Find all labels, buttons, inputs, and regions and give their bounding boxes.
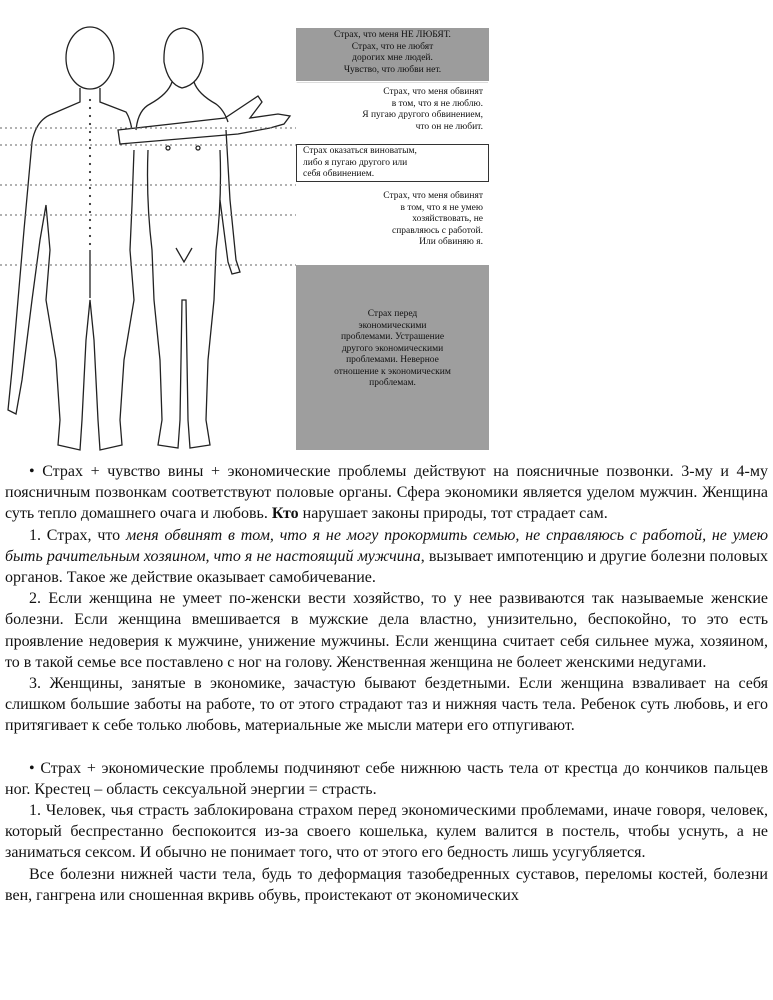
fear-box-guilty <box>296 144 489 182</box>
back-figure-body <box>8 88 134 450</box>
paragraph: 3. Женщины, занятые в экономике, зачастую бывают бездетными. Если женщина взваливает на себя слишком большие заботы на работе, то от этого страдают таз и нижняя часть тела. Ребенок суть любовь, и его притягивает к себе только любовь, материальные же мысли матери его отпугивают. <box>5 675 768 735</box>
fear-box-text: Страх, что меня НЕ ЛЮБЯТ. Страх, что не любят дорогих мне людей. Чувство, что любви нет. <box>334 30 451 75</box>
paragraph: 1. Страх, что меня обвинят в том, что я не могу прокормить семью, не справляюсь с работой, не умею быть рачительным хозяином, что я не настоящий мужчина, вызывает импотенцию и другие болезни половых органов. Такое же действие оказывает самобичевание. <box>5 526 769 587</box>
fear-box-housekeeping <box>296 184 489 264</box>
front-figure <box>136 28 240 448</box>
paragraph: • Страх + чувство вины + экономические проблемы действуют на поясничные позвонки. 3-му и 4-му поясничным позвонкам соответствуют половые органы. Сфера экономики является уделом мужчин. Женщина суть тепло домашнего очага и любовь. Кто нарушает законы природы, тот страдает сам. <box>5 463 768 523</box>
paragraph: 1. Человек, чья страсть заблокирована страхом перед экономическими проблемами, иначе говоря, человек, который беспрестанно беспокоится из-за своего кошелька, кулем валится в постель, чтобы уснуть, а не заниматься сексом. И обычно не понимает того, что от этого его бедность лишь усугубляется. <box>5 802 768 862</box>
fear-box-text: Страх, что меня обвинят в том, что я не умею хозяйствовать, не справляюсь с работой. Или обвиняю я. <box>383 191 483 247</box>
fear-box-text: Страх перед экономическими проблемами. Устрашение другого экономическими проблемами. Неверное отношение к экономическим проблемам. <box>334 309 451 388</box>
body-text <box>5 461 768 906</box>
body-chart-figure <box>0 0 773 460</box>
outstretched-arm <box>118 96 290 144</box>
paragraph: 2. Если женщина не умеет по-женски вести хозяйство, то у нее развиваются так называемые женские болезни. Если женщина вмешивается в мужские дела властно, унизительно, беспокойно, то это есть проявление недоверия к мужчине, унижение мужчины. Если женщина считает себя сильнее мужа, хозяином, то в такой семье все поставлено с ног на голову. Женственная женщина не болеет женскими недугами. <box>5 590 768 671</box>
fear-box-text: Страх, что меня обвинят в том, что я не люблю. Я пугаю другого обвинением, что он не любит. <box>362 87 483 132</box>
fear-box-economic <box>296 265 489 450</box>
paragraph: • Страх + экономические проблемы подчиняют себе нижнюю часть тела от крестца до кончиков пальцев ног. Крестец – область сексуальной энергии = страсть. <box>5 759 768 798</box>
fear-box-blamed-not-loving <box>296 83 489 142</box>
fear-box-text: Страх оказаться виноватым, либо я пугаю другого или себя обвинением. <box>303 146 417 179</box>
paragraph: Все болезни нижней части тела, будь то деформация тазобедренных суставов, переломы костей, болезни вен, гангрена или сношенная вкривь обувь, проистекают от экономических <box>5 865 768 904</box>
back-figure-head <box>66 27 114 89</box>
fear-box-not-loved <box>296 28 489 81</box>
